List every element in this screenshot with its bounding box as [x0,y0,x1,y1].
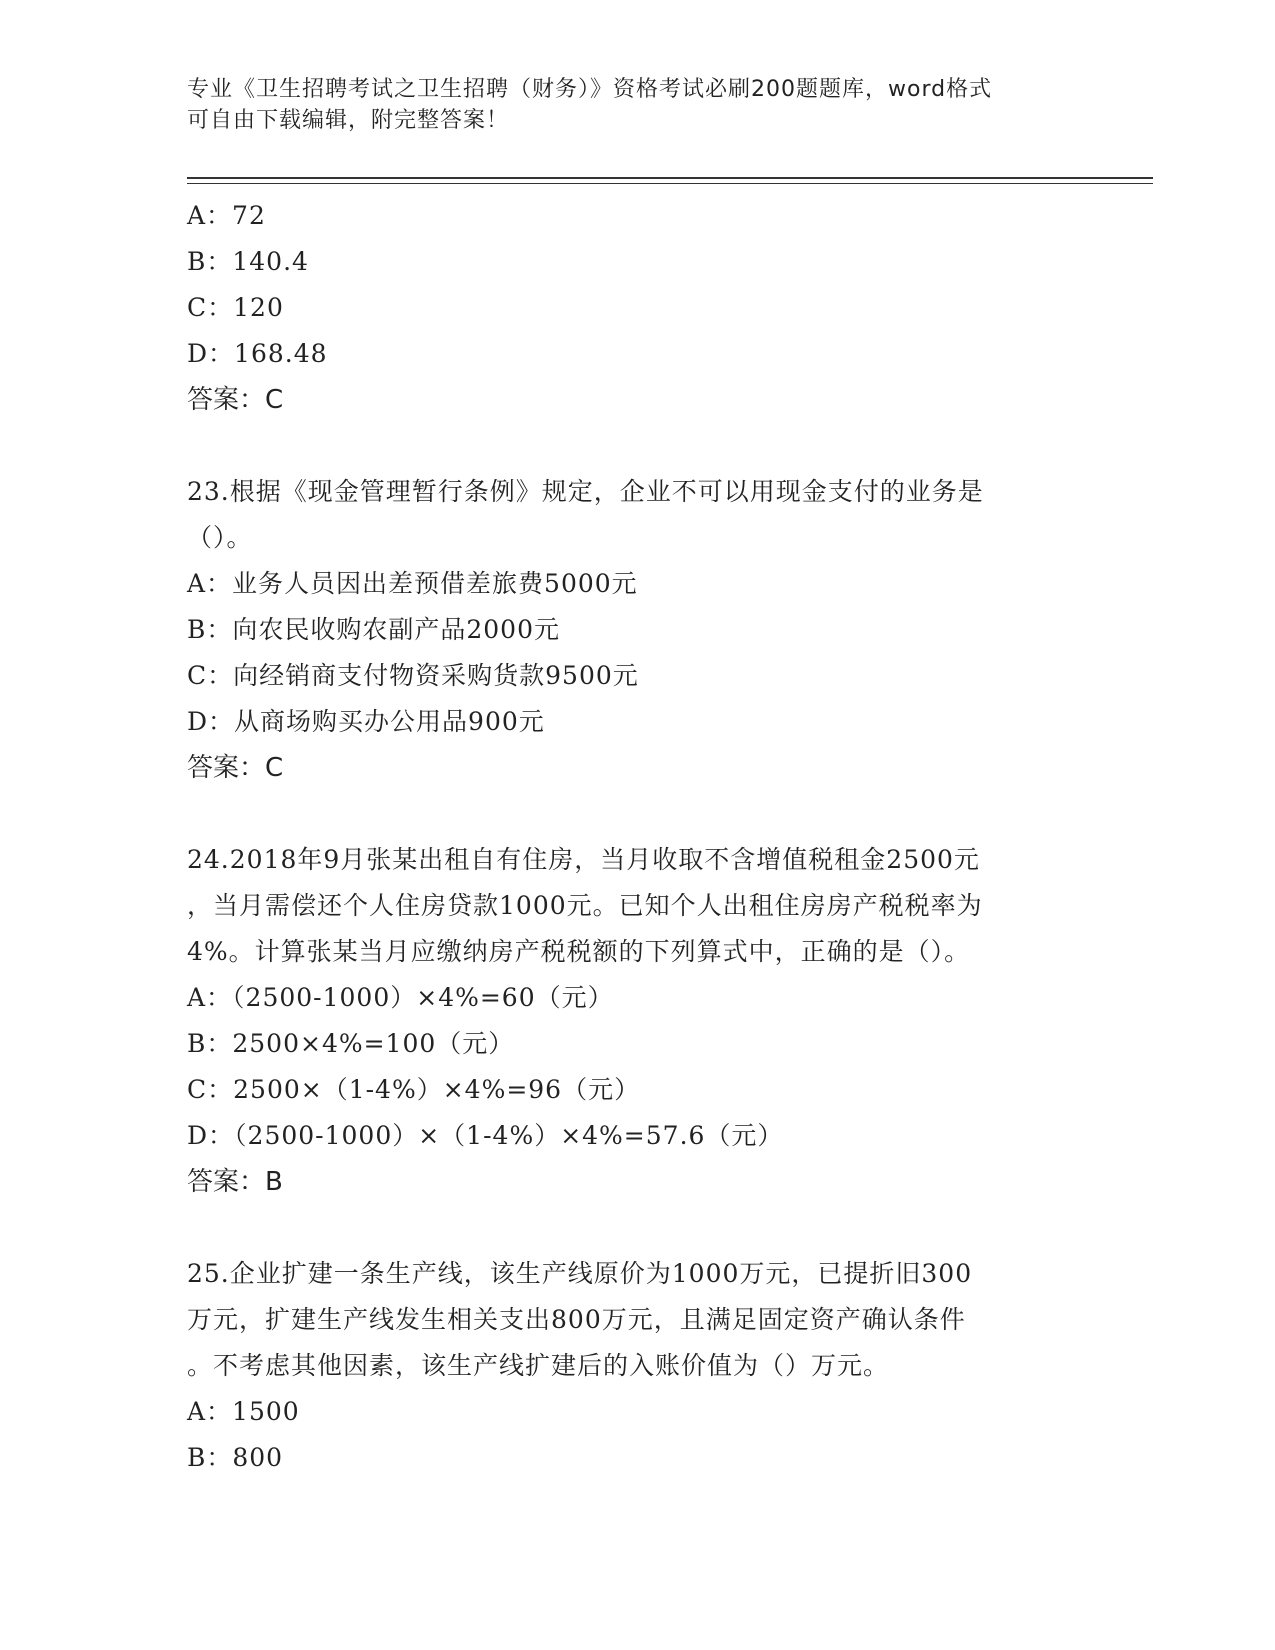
option-b: B：800 [187,1443,284,1472]
question-stem-line: （）。 [187,523,253,552]
option-a: A：（2500-1000）×4%=60（元） [187,983,614,1012]
header-title-line-1: 专业《卫生招聘考试之卫生招聘（财务）》资格考试必刷200题题库，word格式 [187,77,993,102]
answer: 答案：C [187,753,284,783]
option-a: A：72 [187,201,266,230]
option-d: D：（2500-1000）×（1-4%）×4%=57.6（元） [187,1121,784,1150]
answer: 答案：B [187,1167,283,1197]
option-d: D：168.48 [187,339,328,368]
question-stem-line: 25.企业扩建一条生产线，该生产线原价为1000万元，已提折旧300 [187,1259,973,1288]
question-24 [187,837,1087,1205]
answer: 答案：C [187,385,284,415]
option-b: B：140.4 [187,247,309,276]
question-stem-line: 万元，扩建生产线发生相关支出800万元，且满足固定资产确认条件 [187,1305,966,1334]
option-c: C：120 [187,293,284,322]
question-23 [187,469,1087,791]
option-c: C：2500×（1-4%）×4%=96（元） [187,1075,641,1104]
document-header [187,74,1087,136]
question-22 [187,193,1087,423]
option-c: C：向经销商支付物资采购货款9500元 [187,661,639,690]
option-d: D：从商场购买办公用品900元 [187,707,545,736]
question-stem-line: ，当月需偿还个人住房贷款1000元。已知个人出租住房房产税税率为 [187,891,983,920]
question-stem-line: 。不考虑其他因素，该生产线扩建后的入账价值为（）万元。 [187,1351,890,1380]
header-divider [187,177,1153,184]
option-a: A：业务人员因出差预借差旅费5000元 [187,569,638,598]
question-25 [187,1251,1087,1481]
question-list [187,193,1087,1481]
option-a: A：1500 [187,1397,300,1426]
question-stem-line: 24.2018年9月张某出租自有住房，当月收取不含增值税租金2500元 [187,845,980,874]
question-stem-line: 23.根据《现金管理暂行条例》规定，企业不可以用现金支付的业务是 [187,477,984,506]
option-b: B：向农民收购农副产品2000元 [187,615,560,644]
option-b: B：2500×4%=100（元） [187,1029,515,1058]
header-title-line-2: 可自由下载编辑，附完整答案！ [187,108,510,133]
question-stem-line: 4%。计算张某当月应缴纳房产税税额的下列算式中，正确的是（）。 [187,937,971,966]
